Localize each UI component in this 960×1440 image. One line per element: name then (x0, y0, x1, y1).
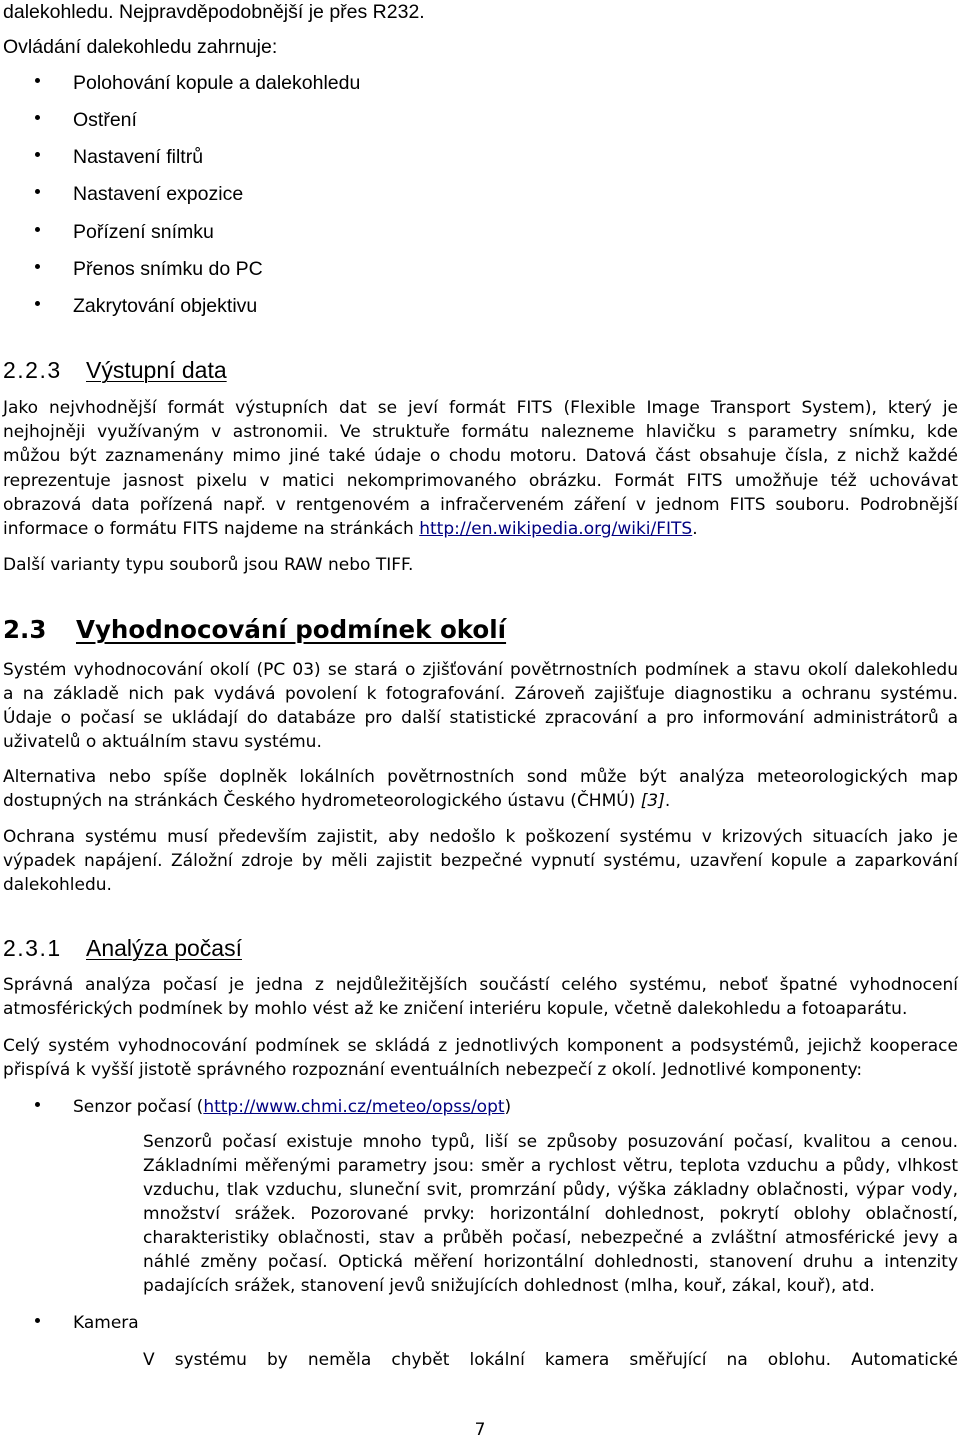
paragraph-line: V systému by neměla chybět lokální kamera směřující na oblohu. Automatické (143, 1350, 958, 1370)
section-title: Výstupní data (86, 357, 227, 383)
list-intro: Ovládání dalekohledu zahrnuje: (3, 36, 278, 58)
bullet-icon (35, 264, 40, 269)
paragraph-line: uživatelů o aktuálním stavu systému. (3, 732, 322, 752)
bullet-icon (35, 152, 40, 157)
list-item: Zakrytování objektivu (73, 295, 258, 317)
section-number: 2.3.1 (3, 935, 62, 961)
paragraph-line: a na základě nich pak vydává povolení k fotografování. Zároveň zajišťuje diagnostiku a ochranu systému. (3, 684, 958, 704)
paragraph-text: . (664, 791, 671, 811)
list-item: Polohování kopule a dalekohledu (73, 72, 361, 94)
paragraph-text: . (692, 519, 698, 539)
list-item: Kamera (73, 1313, 139, 1333)
bullet-icon (35, 301, 40, 306)
fits-wikipedia-link[interactable]: http://en.wikipedia.org/wiki/FITS (419, 519, 693, 539)
list-item-label: Senzor počasí ( (73, 1097, 204, 1117)
bullet-icon (35, 227, 40, 232)
paragraph-line: výpadek napájení. Záložní zdroje by měli zajistit bezpečné vypnutí systému, uzavření kopule a zaparkování (3, 851, 958, 871)
paragraph-line: vzduchu, tlak vzduchu, sluneční svit, promrzání půdy, výška základny oblačnosti, výpar vody, (143, 1180, 958, 1200)
paragraph-line: Celý systém vyhodnocování podmínek se skládá z jednotlivých komponent a podsystémů, jejichž kooperace (3, 1036, 958, 1056)
paragraph-line: přispívá k vyšší jistotě správného rozpoznání eventuálních nebezpečí z okolí. Jednotlivé komponenty: (3, 1060, 863, 1080)
paragraph-line: náhlé změny počasí. Optická měření horizontální dohlednosti, stanovení druhu a intenzity (143, 1252, 958, 1272)
paragraph-line: Ochrana systému musí především zajistit, aby nedošlo k poškození systému v krizových situacích jako je (3, 827, 958, 847)
paragraph-line: Senzorů počasí existuje mnoho typů, liší se způsoby posuzování počasí, kvalitou a cenou. (143, 1132, 958, 1152)
paragraph-line: Systém vyhodnocování okolí (PC 03) se stará o zjišťování povětrnostních podmínek a stavu okolí dalekohledu (3, 660, 958, 680)
paragraph-line: atmosférických podmínek by mohlo vést až ke zničení interiéru kopule, včetně dalekohledu a fotoaparátu. (3, 999, 908, 1019)
paragraph-text: informace o formátu FITS najdeme na stránkách (3, 519, 420, 539)
chapter-number: 2.3 (3, 615, 47, 644)
paragraph-line: padajících srážek, stanovení jevů snižujících dohlednost (mlha, kouř, zákal, kouř), atd. (143, 1276, 875, 1296)
chmi-sensor-link[interactable]: http://www.chmi.cz/meteo/opss/opt (203, 1097, 505, 1117)
paragraph-line: Další varianty typu souborů jsou RAW nebo TIFF. (3, 555, 414, 575)
bullet-icon (35, 1318, 40, 1323)
list-item-label: ) (504, 1097, 512, 1117)
paragraph-line: reprezentuje jasnost pixelu v matici nekomprimovaného obrázku. Formát FITS umožňuje též uchovávat (3, 471, 958, 491)
paragraph-line: Údaje o počasí se ukládají do databáze pro další statistické zpracování a pro informování administrátorů a (3, 708, 958, 728)
paragraph-line: množství srážek. Pozorované prvky: horizontální dohlednost, pokrytí oblohy oblačností, (143, 1204, 958, 1224)
paragraph-line: Základními měřenými parametry jsou: směr a rychlost větru, teplota vzduchu a půdy, vlhkost (143, 1156, 958, 1176)
paragraph-line: Správná analýza počasí je jedna z nejdůležitějších součástí celého systému, neboť špatné vyhodnocení (3, 975, 958, 995)
paragraph-line (3, 789, 958, 813)
paragraph-line: můžou být zaznamenány mimo jiné také údaje o chodu motoru. Datová část obsahuje čísla, z nichž každé (3, 446, 958, 466)
list-item: Pořízení snímku (73, 221, 214, 243)
paragraph-line: Alternativa nebo spíše doplněk lokálních povětrnostních sond může být analýza meteorologických map (3, 767, 958, 787)
paragraph-line: Jako nejvhodnější formát výstupních dat se jeví formát FITS (Flexible Image Transport System), který je (3, 398, 958, 418)
paragraph-line: obrazová data pořízená např. v rentgenovém a infračerveném záření v jednom FITS souboru. Podrobnější (3, 495, 958, 515)
section-number: 2.2.3 (3, 357, 62, 383)
section-title: Analýza počasí (86, 935, 242, 961)
paragraph-line: nejhojněji využívaným v astronomii. Ve struktuře formátu nalezneme hlavičku s parametry snímku, kde (3, 422, 958, 442)
bullet-icon (35, 78, 40, 83)
paragraph-line (3, 517, 958, 541)
list-item: Ostření (73, 109, 137, 131)
paragraph-line: dalekohledu. (3, 875, 112, 895)
bullet-icon (35, 1102, 40, 1107)
list-item: Nastavení filtrů (73, 146, 204, 168)
list-item (73, 1095, 953, 1119)
intro-line: dalekohledu. Nejpravděpodobnější je přes R232. (3, 1, 425, 23)
list-item: Nastavení expozice (73, 183, 244, 205)
bullet-icon (35, 189, 40, 194)
page-number: 7 (474, 1420, 486, 1440)
paragraph-text: dostupných na stránkách Českého hydrometeorologického ústavu (ČHMÚ) (3, 791, 641, 811)
bullet-icon (35, 115, 40, 120)
citation-reference[interactable]: [3] (640, 791, 665, 811)
list-item: Přenos snímku do PC (73, 258, 263, 280)
paragraph-line: charakteristiky oblačnosti, stav a průběh počasí, nebezpečné a zvláštní atmosférické jevy a (143, 1228, 958, 1248)
chapter-title: Vyhodnocování podmínek okolí (76, 615, 507, 644)
